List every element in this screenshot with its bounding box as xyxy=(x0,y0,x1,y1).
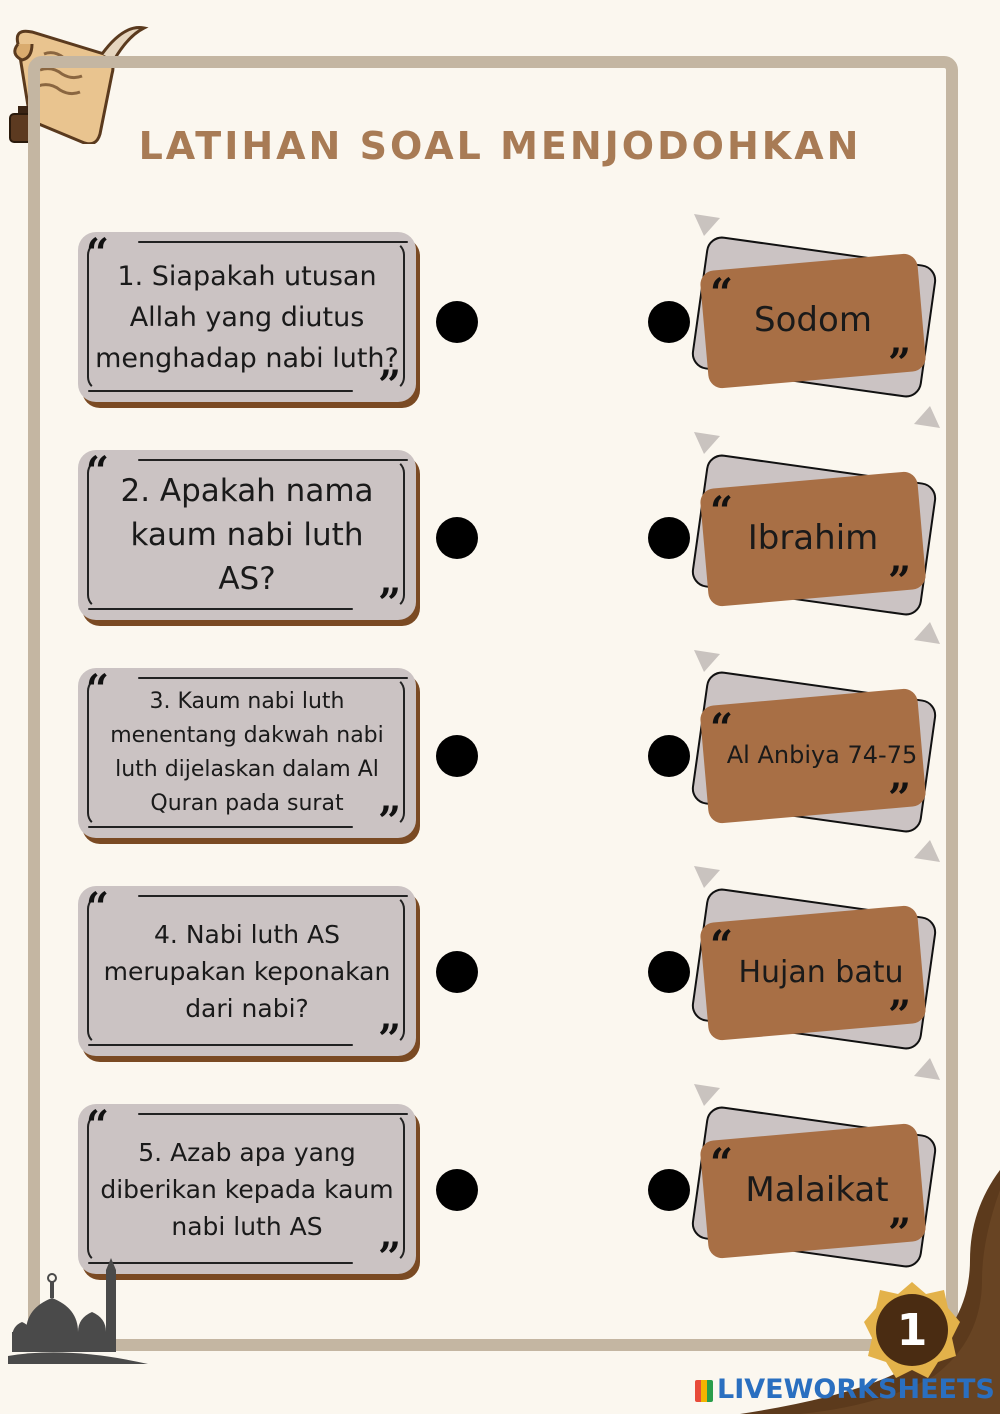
close-quote-icon: ” xyxy=(378,798,402,845)
decorative-triangle-icon xyxy=(912,404,942,430)
answer-match-dot-2[interactable] xyxy=(648,517,690,559)
answer-card-4 xyxy=(692,892,942,1052)
page-number-badge xyxy=(862,1280,962,1380)
open-quote-icon: “ xyxy=(86,1102,110,1149)
decorative-triangle-icon xyxy=(692,648,722,674)
open-quote-icon: “ xyxy=(86,666,110,713)
decorative-triangle-icon xyxy=(912,620,942,646)
open-quote-icon: “ xyxy=(710,1140,734,1187)
question-text-5: 5. Azab apa yang diberikan kepada kaum nabi luth AS xyxy=(100,1137,394,1241)
open-quote-icon: “ xyxy=(710,922,734,969)
close-quote-icon: ” xyxy=(378,1234,402,1281)
page-title: LATIHAN SOAL MENJODOHKAN xyxy=(138,124,862,168)
question-text-4: 4. Nabi luth AS merupakan keponakan dari nabi? xyxy=(103,919,391,1023)
answer-text-5: Malaikat xyxy=(745,1170,889,1210)
open-quote-icon: “ xyxy=(86,884,110,931)
answer-card-1 xyxy=(692,240,942,400)
close-quote-icon: ” xyxy=(888,340,912,387)
question-text-1: 1. Siapakah utusan Allah yang diutus menghadap nabi luth? xyxy=(95,260,399,374)
decorative-triangle-icon xyxy=(692,864,722,890)
close-quote-icon: ” xyxy=(888,1210,912,1257)
logo-text: LIVEWORKSHEETS xyxy=(717,1374,995,1405)
decorative-triangle-icon xyxy=(692,1082,722,1108)
question-text-2: 2. Apakah nama kaum nabi luth AS? xyxy=(120,473,374,597)
answer-card-2 xyxy=(692,458,942,618)
open-quote-icon: “ xyxy=(710,705,734,752)
answer-card-3 xyxy=(692,675,942,835)
liveworksheets-logo xyxy=(695,1374,995,1405)
open-quote-icon: “ xyxy=(86,448,110,495)
mosque-icon xyxy=(8,1252,158,1372)
question-card-4 xyxy=(78,884,416,1063)
decorative-triangle-icon xyxy=(912,838,942,864)
close-quote-icon: ” xyxy=(888,992,912,1039)
question-card-2 xyxy=(78,448,416,627)
open-quote-icon: “ xyxy=(86,230,110,277)
question-match-dot-2[interactable] xyxy=(436,517,478,559)
answer-text-2: Ibrahim xyxy=(747,518,879,558)
question-match-dot-5[interactable] xyxy=(436,1169,478,1211)
answer-text-3: Al Anbiya 74-75 xyxy=(726,741,918,769)
answer-text-1: Sodom xyxy=(754,300,872,340)
question-match-dot-3[interactable] xyxy=(436,735,478,777)
answer-match-dot-5[interactable] xyxy=(648,1169,690,1211)
question-text-3: 3. Kaum nabi luth menentang dakwah nabi luth dijelaskan dalam Al Quran pada surat xyxy=(110,689,384,816)
close-quote-icon: ” xyxy=(378,362,402,409)
open-quote-icon: “ xyxy=(710,270,734,317)
open-quote-icon: “ xyxy=(710,488,734,535)
close-quote-icon: ” xyxy=(888,558,912,605)
answer-match-dot-4[interactable] xyxy=(648,951,690,993)
decorative-triangle-icon xyxy=(912,1056,942,1082)
question-card-3 xyxy=(78,666,416,845)
question-card-1 xyxy=(78,230,416,409)
question-match-dot-4[interactable] xyxy=(436,951,478,993)
question-match-dot-1[interactable] xyxy=(436,301,478,343)
page-number: 1 xyxy=(896,1304,928,1356)
decorative-triangle-icon xyxy=(692,430,722,456)
answer-match-dot-1[interactable] xyxy=(648,301,690,343)
close-quote-icon: ” xyxy=(378,1016,402,1063)
question-card-5 xyxy=(78,1102,416,1281)
answer-text-4: Hujan batu xyxy=(738,954,904,990)
close-quote-icon: ” xyxy=(378,580,402,627)
close-quote-icon: ” xyxy=(888,775,912,822)
answer-match-dot-3[interactable] xyxy=(648,735,690,777)
decorative-triangle-icon xyxy=(692,212,722,238)
